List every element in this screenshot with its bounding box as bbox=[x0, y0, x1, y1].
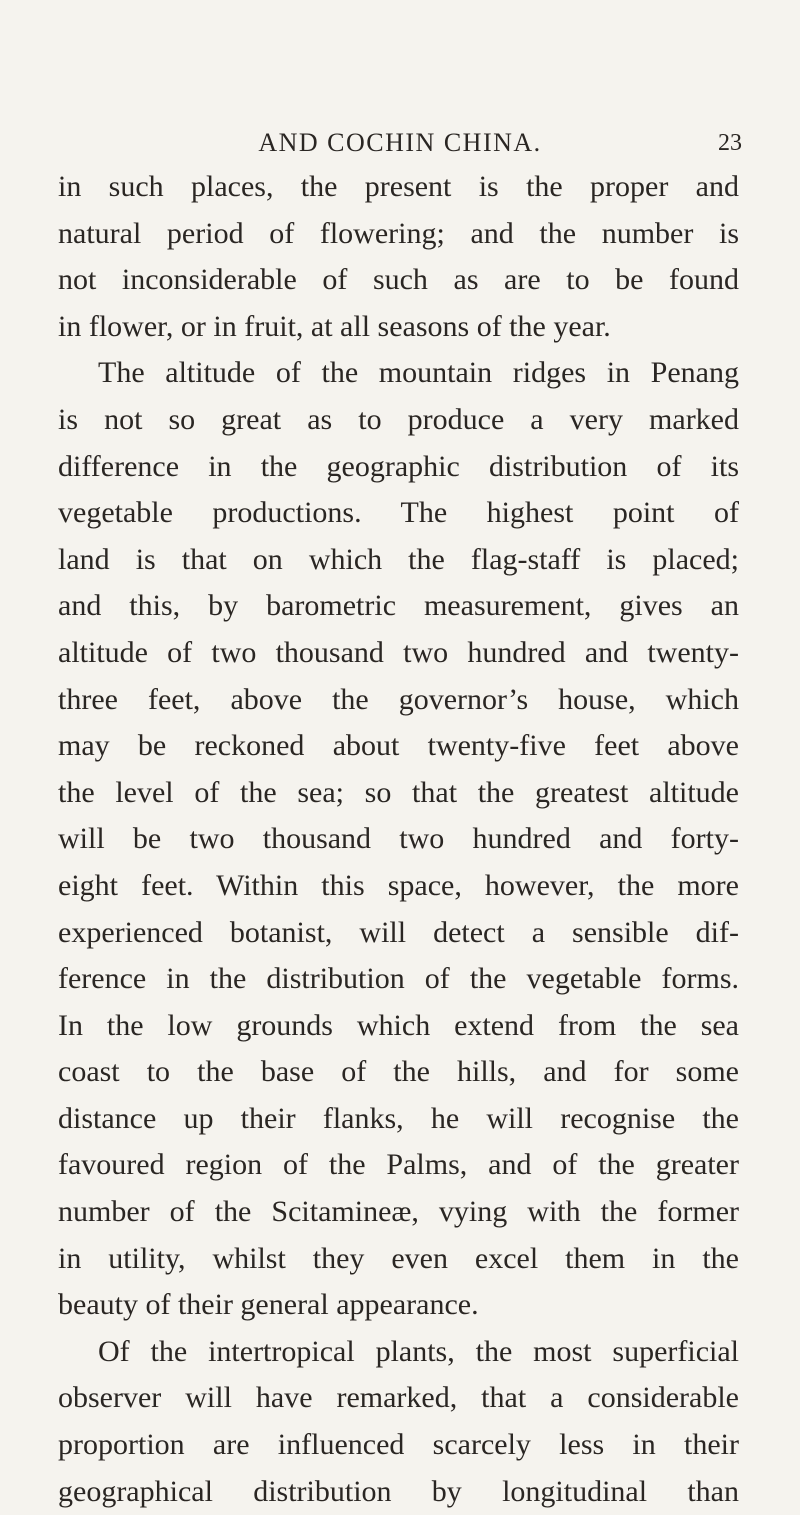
text-line: eight feet. Within this space, however, the more bbox=[58, 868, 739, 902]
text-line: vegetable productions. The highest point of bbox=[58, 496, 739, 530]
text-line: three feet, above the governor’s house, which bbox=[58, 682, 739, 716]
text-line: in utility, whilst they even excel them in the bbox=[58, 1241, 739, 1275]
text-line: coast to the base of the hills, and for some bbox=[58, 1055, 739, 1089]
text-line: ference in the distribution of the vegetable forms. bbox=[58, 962, 739, 996]
text-line: and this, by barometric measurement, gives an bbox=[58, 589, 739, 623]
text-line: geographical distribution by longitudinal than bbox=[58, 1474, 739, 1508]
text-line: favoured region of the Palms, and of the greater bbox=[58, 1148, 739, 1182]
text-line: observer will have remarked, that a considerable bbox=[58, 1381, 739, 1415]
text-line: natural period of flowering; and the number is bbox=[58, 216, 739, 250]
text-line: In the low grounds which extend from the sea bbox=[58, 1008, 739, 1042]
text-line: the level of the sea; so that the greatest altitude bbox=[58, 775, 739, 809]
text-line: not inconsiderable of such as are to be found bbox=[58, 263, 739, 297]
text-line: will be two thousand two hundred and forty- bbox=[58, 822, 739, 856]
paragraph-start-line: The altitude of the mountain ridges in Penang bbox=[98, 356, 739, 390]
text-line: proportion are influenced scarcely less in their bbox=[58, 1428, 739, 1462]
paragraph-start-line: Of the intertropical plants, the most superficial bbox=[98, 1334, 739, 1368]
running-title: AND COCHIN CHINA. bbox=[258, 128, 542, 157]
paragraph-end-line: in flower, or in fruit, at all seasons of the year. bbox=[58, 309, 611, 343]
text-line: number of the Scitamineæ, vying with the former bbox=[58, 1195, 739, 1229]
body-text bbox=[58, 164, 739, 1515]
paragraph-end-line: beauty of their general appearance. bbox=[58, 1288, 479, 1322]
text-line: may be reckoned about twenty-five feet above bbox=[58, 729, 739, 763]
text-line: altitude of two thousand two hundred and twenty- bbox=[58, 635, 739, 669]
text-line: in such places, the present is the proper and bbox=[58, 170, 739, 203]
page-number: 23 bbox=[718, 130, 742, 156]
text-line: is not so great as to produce a very marked bbox=[58, 402, 739, 436]
text-line: distance up their flanks, he will recognise the bbox=[58, 1101, 739, 1135]
text-line: experienced botanist, will detect a sensible dif- bbox=[58, 915, 739, 949]
text-line: land is that on which the flag-staff is placed; bbox=[58, 542, 739, 576]
text-line: difference in the geographic distribution of its bbox=[58, 449, 739, 483]
running-head bbox=[0, 127, 800, 159]
